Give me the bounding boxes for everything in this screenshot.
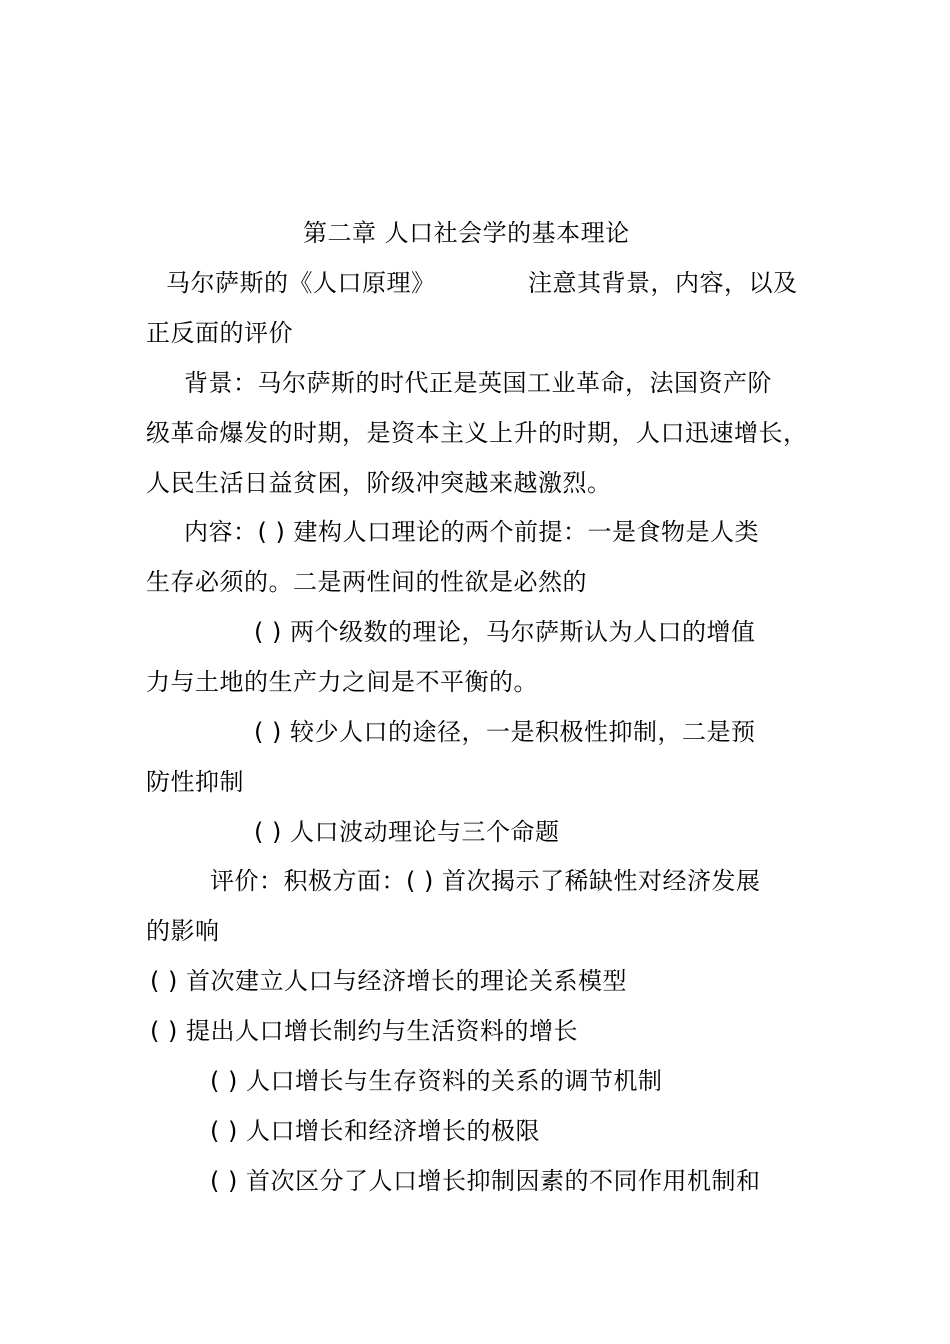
evaluation-point-6: ( ) 首次区分了人口增长抑制因素的不同作用机制和: [210, 1167, 761, 1195]
content-item-2-line-1: ( ) 两个级数的理论，马尔萨斯认为人口的增值: [254, 618, 756, 646]
chapter-title: 第二章 人口社会学的基本理论: [303, 219, 630, 247]
content-item-1-line-1: 内容：( ) 建构人口理论的两个前提：一是食物是人类: [184, 518, 759, 546]
evaluation-point-3: ( ) 提出人口增长制约与生活资料的增长: [150, 1017, 578, 1045]
intro-subject: 马尔萨斯的《人口原理》: [166, 269, 436, 297]
content-item-1-line-2: 生存必须的。二是两性间的性欲是必然的: [146, 568, 587, 596]
intro-note: 注意其背景，内容，以及: [528, 269, 798, 297]
background-line-1: 背景：马尔萨斯的时代正是英国工业革命，法国资产阶: [184, 369, 772, 397]
background-line-3: 人民生活日益贫困，阶级冲突越来越激烈。: [146, 469, 612, 497]
evaluation-point-5: ( ) 人口增长和经济增长的极限: [210, 1117, 540, 1145]
evaluation-positive-line-1: 评价：积极方面：( ) 首次揭示了稀缺性对经济发展: [210, 867, 761, 895]
content-item-2-line-2: 力与土地的生产力之间是不平衡的。: [146, 668, 538, 696]
background-line-2: 级革命爆发的时期，是资本主义上升的时期，人口迅速增长，: [146, 419, 808, 447]
evaluation-point-2: ( ) 首次建立人口与经济增长的理论关系模型: [150, 967, 627, 995]
evaluation-positive-line-2: 的影响: [146, 917, 220, 945]
intro-note-continued: 正反面的评价: [146, 319, 293, 347]
content-item-3-line-1: ( ) 较少人口的途径，一是积极性抑制，二是预: [254, 718, 756, 746]
content-item-4-line-1: ( ) 人口波动理论与三个命题: [254, 818, 560, 846]
evaluation-point-4: ( ) 人口增长与生存资料的关系的调节机制: [210, 1067, 663, 1095]
content-item-3-line-2: 防性抑制: [146, 768, 244, 796]
